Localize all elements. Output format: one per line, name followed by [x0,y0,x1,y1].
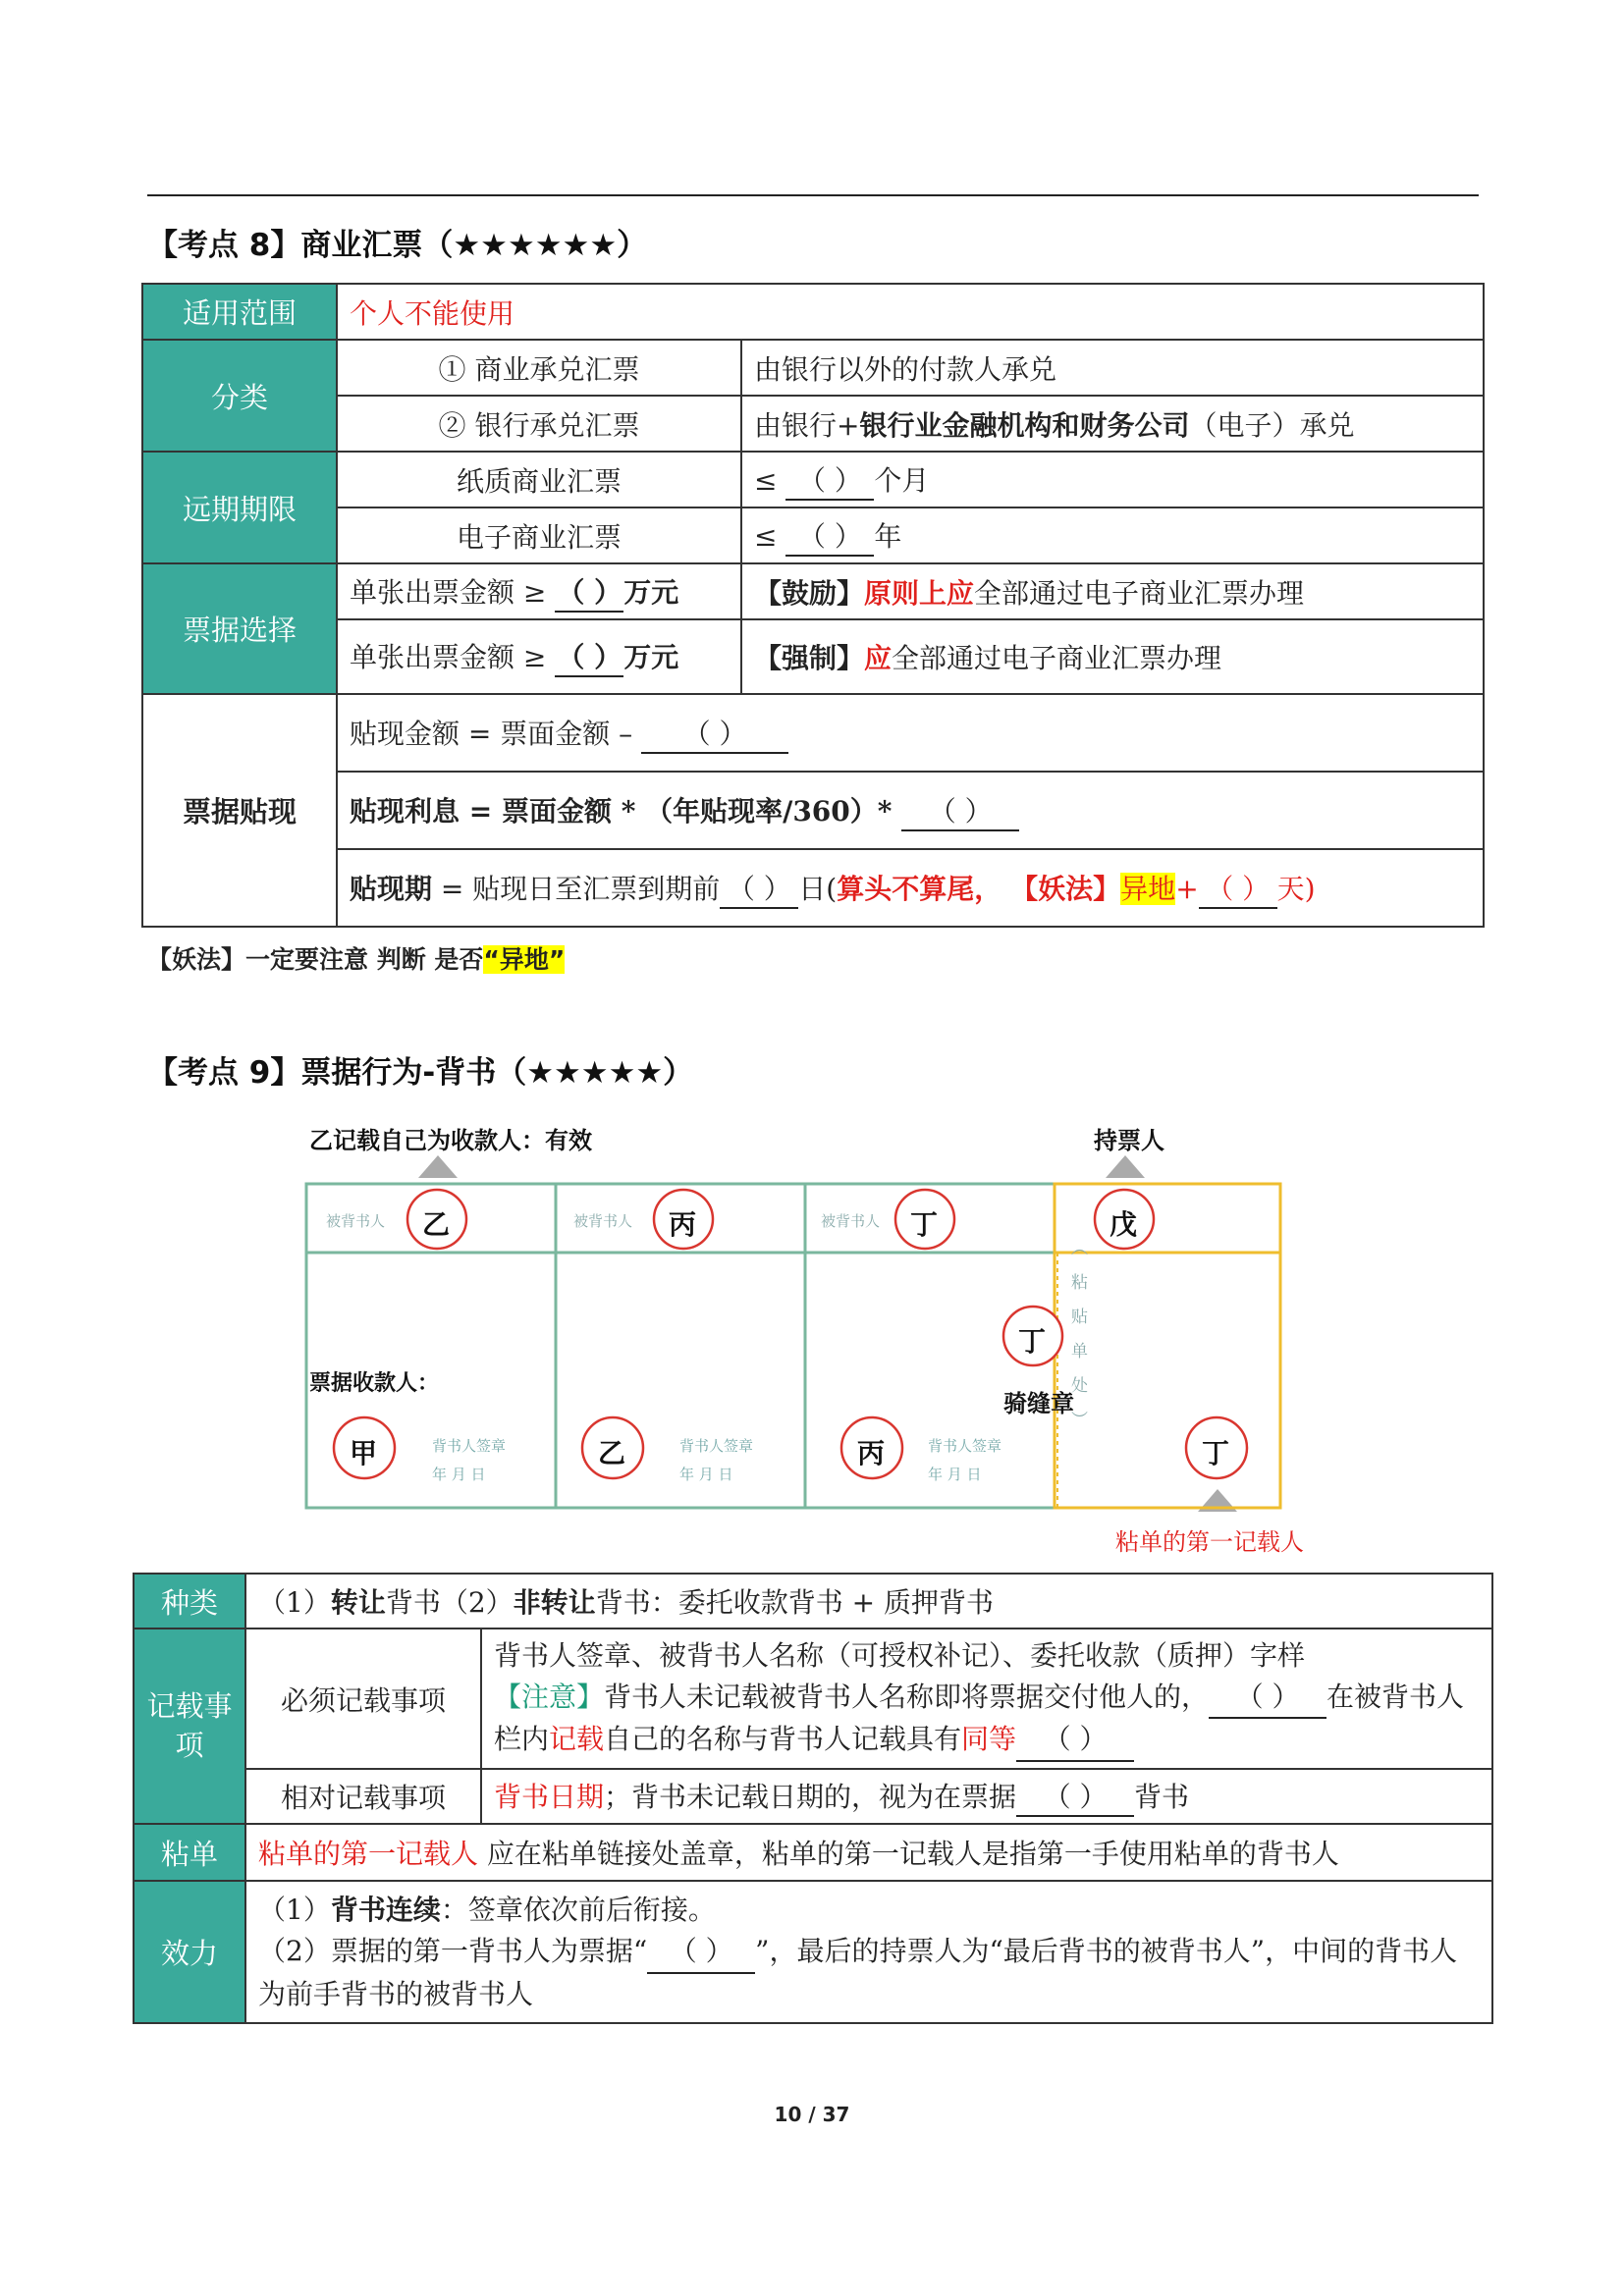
rider-vertical-text: （粘贴单处） [1067,1239,1087,1445]
rider-first-recorder-label: 粘单的第一记载人 [1115,1528,1304,1556]
rider-row [134,1824,1492,1881]
term-name: 纸质商业汇票 [337,452,741,507]
choice-condition: 单张出票金额 ≥ （ ）万元 [337,619,741,694]
must-record-label: 必须记载事项 [245,1629,481,1769]
classification-name: ① 商业承兑汇票 [337,340,741,396]
endorsee-name: 丁 [910,1208,939,1241]
classification-name: ② 银行承兑汇票 [337,396,741,452]
classification-header: 分类 [142,340,337,452]
endorsee-label: 被背书人 [326,1212,386,1230]
diagram-label-holder: 持票人 [1094,1127,1164,1154]
endorsee-label: 被背书人 [573,1212,633,1230]
scope-text: 个人不能使用 [337,284,1484,340]
classification-desc: 由银行+银行业金融机构和财务公司（电子）承兑 [741,396,1484,452]
effect-text: （1）背书连续：签章依次前后衔接。 （2）票据的第一背书人为票据“ （ ） ”，最后的持票人为“最后背书的被背书人”，中间的背书人为前手背书的被背书人 [245,1881,1492,2023]
sign-text: 背书人签章 [679,1437,754,1455]
choice-header: 票据选择 [142,563,337,694]
pointer-triangle [418,1155,458,1178]
rider-signer-name: 丁 [1202,1437,1230,1469]
endorsee-name: 乙 [422,1208,451,1241]
choice-rule: 【强制】应全部通过电子商业汇票办理 [741,619,1484,694]
diagram-label-top-left: 乙记载自己为收款人：有效 [309,1127,592,1154]
section9-title: 【考点 9】票据行为-背书（★★★★★） [147,1055,694,1091]
choice-condition: 单张出票金额 ≥ （ ）万元 [337,563,741,619]
pointer-triangle [1106,1155,1145,1178]
page-number: 10 / 37 [774,2103,850,2126]
relative-record-label: 相对记载事项 [245,1769,481,1824]
discount-header: 票据贴现 [142,694,337,927]
signer-name: 乙 [598,1437,626,1469]
effect-row [134,1881,1492,2023]
date-text: 年 月 日 [928,1466,982,1483]
scope-header: 适用范围 [142,284,337,340]
term-value: ≤ （ ） 个月 [741,452,1484,507]
seam-seal-label: 骑缝章 [1003,1390,1074,1417]
signer-name: 甲 [350,1437,378,1469]
signer-name: 丙 [857,1437,886,1469]
sign-text: 背书人签章 [928,1437,1002,1455]
discount-interest: 贴现利息 = 票面金额 * （年贴现率/360）* （ ） [337,772,1484,849]
must-record-text: 背书人签章、被背书人名称（可授权补记）、委托收款（质押）字样 【注意】背书人未记载被背书人名称即将票据交付他人的， （ ） 在被背书人栏内记载自己的名称与背书人记载具有同等 （ ） [481,1629,1492,1769]
term-value: ≤ （ ） 年 [741,507,1484,563]
endorsee-name: 丙 [669,1208,697,1241]
section8-title: 【考点 8】商业汇票（★★★★★★） [147,228,648,263]
effect-header: 效力 [134,1881,245,2023]
records-header: 记载事项 [134,1629,245,1824]
term-name: 电子商业汇票 [337,507,741,563]
records-must-row [134,1629,1492,1769]
rider-header: 粘单 [134,1824,245,1881]
rider-text: 粘单的第一记载人 应在粘单链接处盖章，粘单的第一记载人是指第一手使用粘单的背书人 [245,1824,1492,1881]
discount-period: 贴现期 = 贴现日至汇票到期前 （ ） 日(算头不算尾， 【妖法】异地+ （ ） 天) [337,849,1484,927]
date-text: 年 月 日 [432,1466,486,1483]
discount-amount: 贴现金额 = 票面金额 – （ ） [337,694,1484,772]
choice-rule: 【鼓励】原则上应全部通过电子商业汇票办理 [741,563,1484,619]
endorsee-name: 戊 [1110,1208,1138,1241]
date-text: 年 月 日 [679,1466,733,1483]
rider-sheet [1055,1184,1280,1508]
section8-note: 【妖法】一定要注意 判断 是否“异地” [147,945,566,974]
seam-signer-name: 丁 [1018,1325,1047,1358]
endorsement-table [133,1573,1493,2024]
types-row [134,1574,1492,1629]
types-text: （1）转让背书（2）非转让背书：委托收款背书 + 质押背书 [245,1574,1492,1629]
relative-record-text: 背书日期；背书未记载日期的，视为在票据 （ ） 背书 [481,1769,1492,1824]
sign-text: 背书人签章 [432,1437,507,1455]
types-header: 种类 [134,1574,245,1629]
term-header: 远期期限 [142,452,337,563]
records-relative-row [134,1769,1492,1824]
payee-label: 票据收款人： [309,1371,440,1396]
endorsee-label: 被背书人 [821,1212,881,1230]
classification-desc: 由银行以外的付款人承兑 [741,340,1484,396]
